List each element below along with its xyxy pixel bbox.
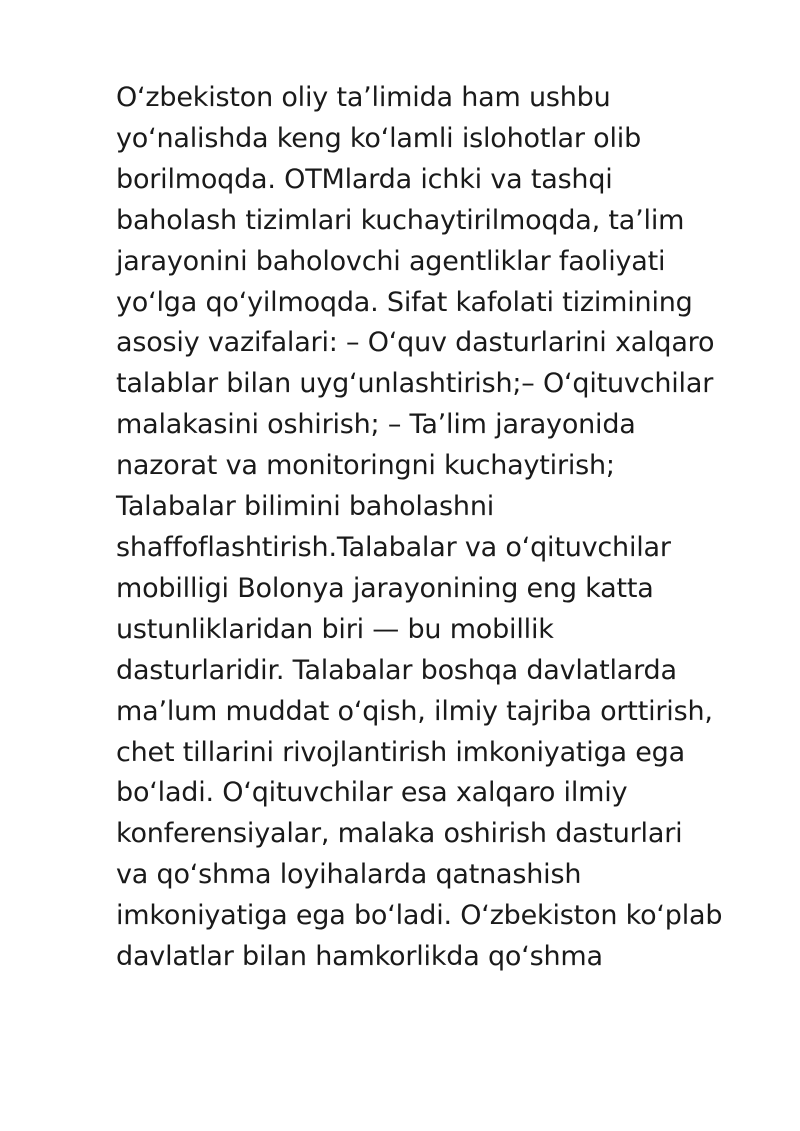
text-line-10: nazorat va monitoringni kuchaytirish; [116,450,615,482]
text-line-1: Oʻzbekiston oliy taʼlimida ham ushbu [116,82,611,113]
text-line-7: asosiy vazifalari: – Oʻquv dasturlarini xalqaro [116,327,715,359]
text-line-13: mobilligi Bolonya jarayonining eng katta [116,572,654,604]
text-line-12: shaffoflashtirish.Talabalar va oʻqituvchilar [116,531,671,563]
body-paragraph [116,78,756,978]
text-line-20: va qoʻshma loyihalarda qatnashish [116,859,582,891]
text-line-11: Talabalar bilimini baholashni [116,491,495,523]
text-line-22: davlatlar bilan hamkorlikda qoʻshma [116,941,603,973]
text-line-8: talablar bilan uygʻunlashtirish;– Oʻqituvchilar [116,368,714,400]
text-line-15: dasturlaridir. Talabalar boshqa davlatlarda [116,654,677,686]
text-line-3: borilmoqda. OTMlarda ichki va tashqi [116,163,613,195]
text-line-6: yoʻlga qoʻyilmoqda. Sifat kafolati tizimining [116,286,693,318]
text-line-19: konferensiyalar, malaka oshirish dasturlari [116,818,683,850]
text-line-2: yoʻnalishda keng koʻlamli islohotlar olib [116,122,642,154]
text-line-9: malakasini oshirish; – Taʼlim jarayonida [116,409,636,441]
text-line-18: boʻladi. Oʻqituvchilar esa xalqaro ilmiy [116,777,628,809]
text-line-14: ustunliklaridan biri — bu mobillik [116,613,554,645]
text-line-17: chet tillarini rivojlantirish imkoniyatiga ega [116,736,685,768]
text-line-21: imkoniyatiga ega boʻladi. Oʻzbekiston koʻplab [116,900,723,932]
text-line-5: jarayonini baholovchi agentliklar faoliyati [116,245,666,277]
text-line-4: baholash tizimlari kuchaytirilmoqda, taʼlim [116,204,685,236]
text-line-16: maʼlum muddat oʻqish, ilmiy tajriba orttirish, [116,695,713,727]
